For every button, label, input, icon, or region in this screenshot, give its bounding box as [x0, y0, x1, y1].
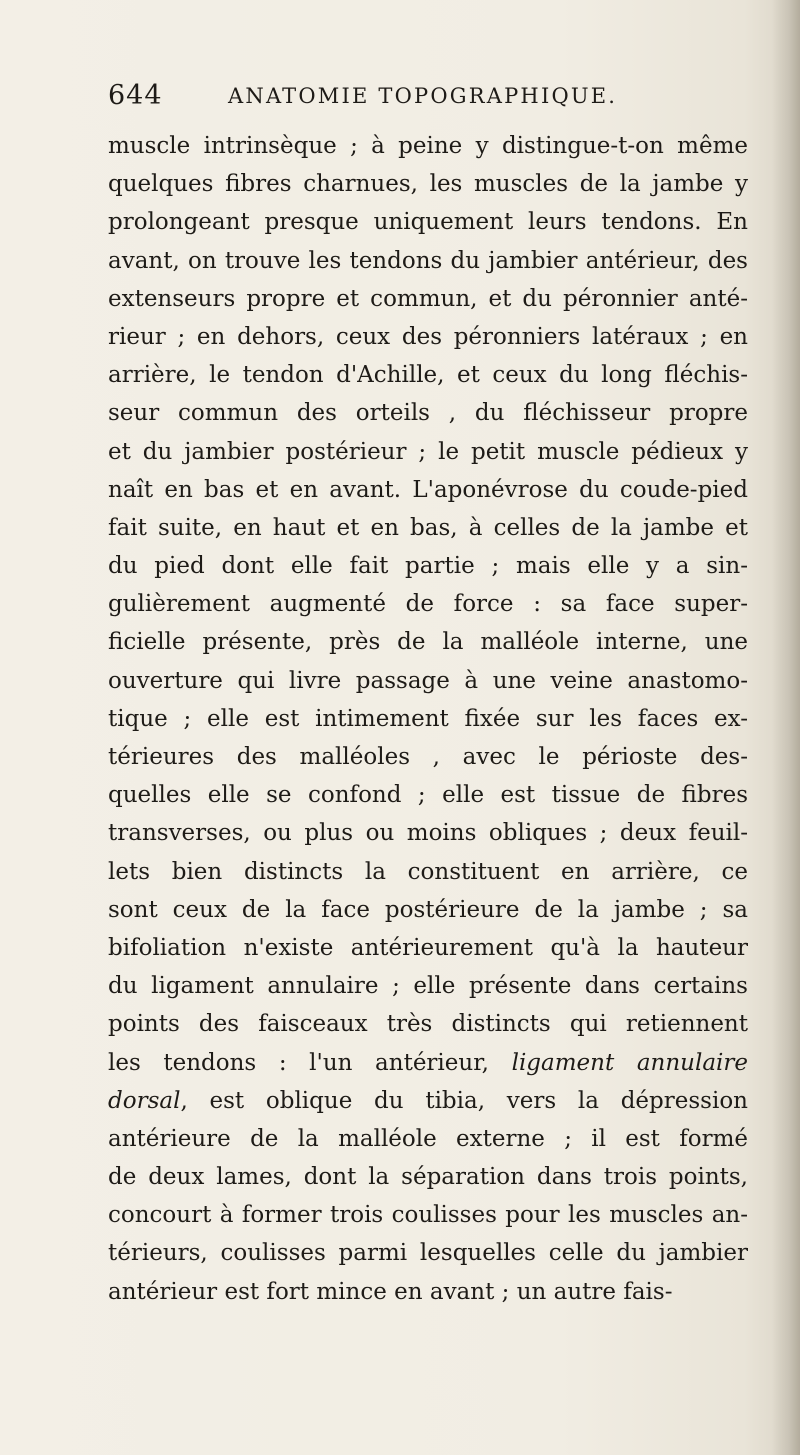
text-line: quelques fibres charnues, les muscles de la jambe y [108, 171, 748, 198]
text-line: térieures des malléoles , avec le périoste des- [108, 744, 748, 770]
italic-term: dorsal [108, 1087, 181, 1114]
text-line: de deux lames, dont la séparation dans trois points, [108, 1164, 748, 1191]
text-line: du ligament annulaire ; elle présente dans certains [108, 973, 748, 1000]
text-line-with-italic [108, 1044, 748, 1082]
italic-term: ligament annulaire [511, 1049, 748, 1076]
text-line: naît en bas et en avant. L'aponévrose du coude-pied [108, 476, 748, 503]
text-line: antérieure de la malléole externe ; il est formé [108, 1125, 748, 1152]
text-line: fait suite, en haut et en bas, à celles de la jambe et [108, 514, 748, 541]
body-text [108, 127, 748, 1311]
text-line: points des faisceaux très distincts qui retiennent [108, 1011, 748, 1038]
running-head: ANATOMIE TOPOGRAPHIQUE. [228, 84, 618, 108]
page-header [108, 80, 748, 120]
text-line: tique ; elle est intimement fixée sur les faces ex- [108, 705, 748, 732]
text-line: lets bien distincts la constituent en arrière, ce [108, 858, 748, 885]
text-line: quelles elle se confond ; elle est tissue de fibres [108, 782, 748, 809]
text-line: du pied dont elle fait partie ; mais elle y a sin- [108, 553, 748, 580]
text-line: avant, on trouve les tendons du jambier antérieur, des [108, 247, 748, 274]
text-line: arrière, le tendon d'Achille, et ceux du long fléchis- [108, 362, 748, 389]
text-line: concourt à former trois coulisses pour les muscles an- [108, 1202, 748, 1229]
page-edge-shadow [772, 0, 800, 1455]
text-line: prolongeant presque uniquement leurs tendons. En [108, 209, 748, 236]
text-line: rieur ; en dehors, ceux des péronniers latéraux ; en [108, 323, 748, 350]
text-line: térieurs, coulisses parmi lesquelles celle du jambier [108, 1240, 748, 1267]
text-line: ouverture qui livre passage à une veine anastomo- [108, 667, 748, 694]
text-line: muscle intrinsèque ; à peine y distingue-t-on même [108, 133, 748, 159]
text-line: extenseurs propre et commun, et du péronnier anté- [108, 285, 748, 312]
text-line: et du jambier postérieur ; le petit muscle pédieux y [108, 438, 748, 465]
text-line: sont ceux de la face postérieure de la jambe ; sa [108, 896, 748, 923]
text-line-with-italic [108, 1082, 748, 1120]
text-line: antérieur est fort mince en avant ; un autre fais- [108, 1278, 673, 1305]
text-segment: , est oblique du tibia, vers la dépression [180, 1087, 748, 1114]
text-line: bifoliation n'existe antérieurement qu'à la hauteur [108, 934, 748, 961]
text-line: ficielle présente, près de la malléole interne, une [108, 629, 748, 656]
page-number: 644 [108, 80, 163, 111]
text-line: transverses, ou plus ou moins obliques ; deux feuil- [108, 820, 748, 847]
text-line: seur commun des orteils , du fléchisseur propre [108, 400, 748, 427]
text-line: gulièrement augmenté de force : sa face super- [108, 591, 748, 618]
text-segment: les tendons : l'un antérieur, [108, 1049, 512, 1076]
